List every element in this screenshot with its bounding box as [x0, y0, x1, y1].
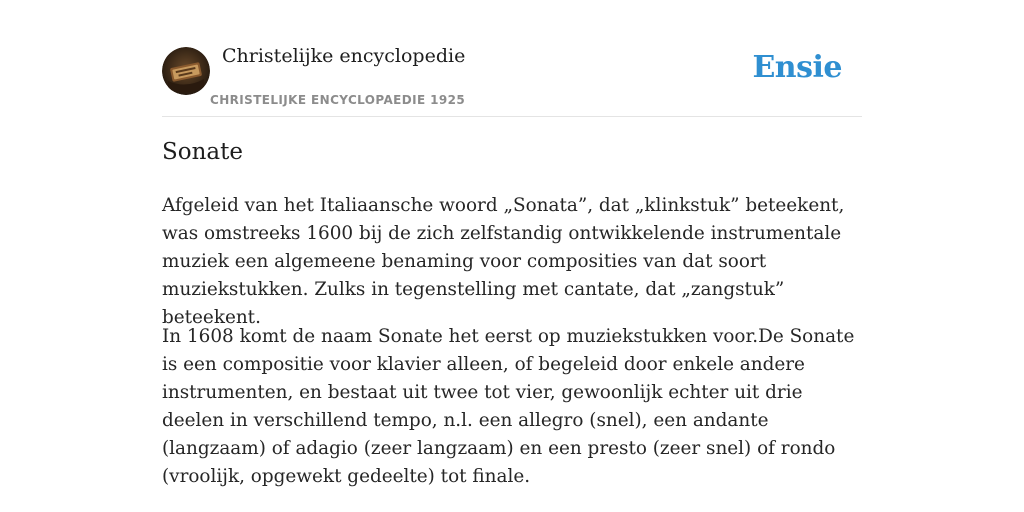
- source-subtitle[interactable]: CHRISTELIJKE ENCYCLOPAEDIE 1925: [210, 93, 466, 107]
- book-cover-icon: [162, 47, 210, 95]
- entry-paragraph: In 1608 komt de naam Sonate het eerst op muziekstukken voor.De Sonate is een compositie voor klavier alleen, of begeleid door enkele andere instrumenten, en bestaat uit twee tot vier, gewoonlijk echter uit drie deelen in verschillend tempo, n.l. een allegro (snel), een andante (langzaam) of adagio (zeer langzaam) en een presto (zeer snel) of rondo (vroolijk, opgewekt gedeelte) tot finale.: [162, 326, 855, 487]
- source-avatar[interactable]: [162, 47, 210, 95]
- entry-card: [162, 0, 862, 512]
- entry-paragraph: Afgeleid van het Italiaansche woord „Sonata”, dat „klinkstuk” beteekent, was omstreeks 1600 bij de zich zelfstandig ontwikkelende instrumentale muziek een algemeene benaming voor composities van dat soort muziekstukken. Zulks in tegenstelling met cantate, dat „zangstuk” beteekent.: [162, 195, 845, 328]
- source-header: [162, 0, 862, 117]
- source-title[interactable]: Christelijke encyclopedie: [222, 45, 466, 67]
- page-title: Sonate: [162, 139, 243, 165]
- brand-logo[interactable]: Ensie: [752, 50, 842, 85]
